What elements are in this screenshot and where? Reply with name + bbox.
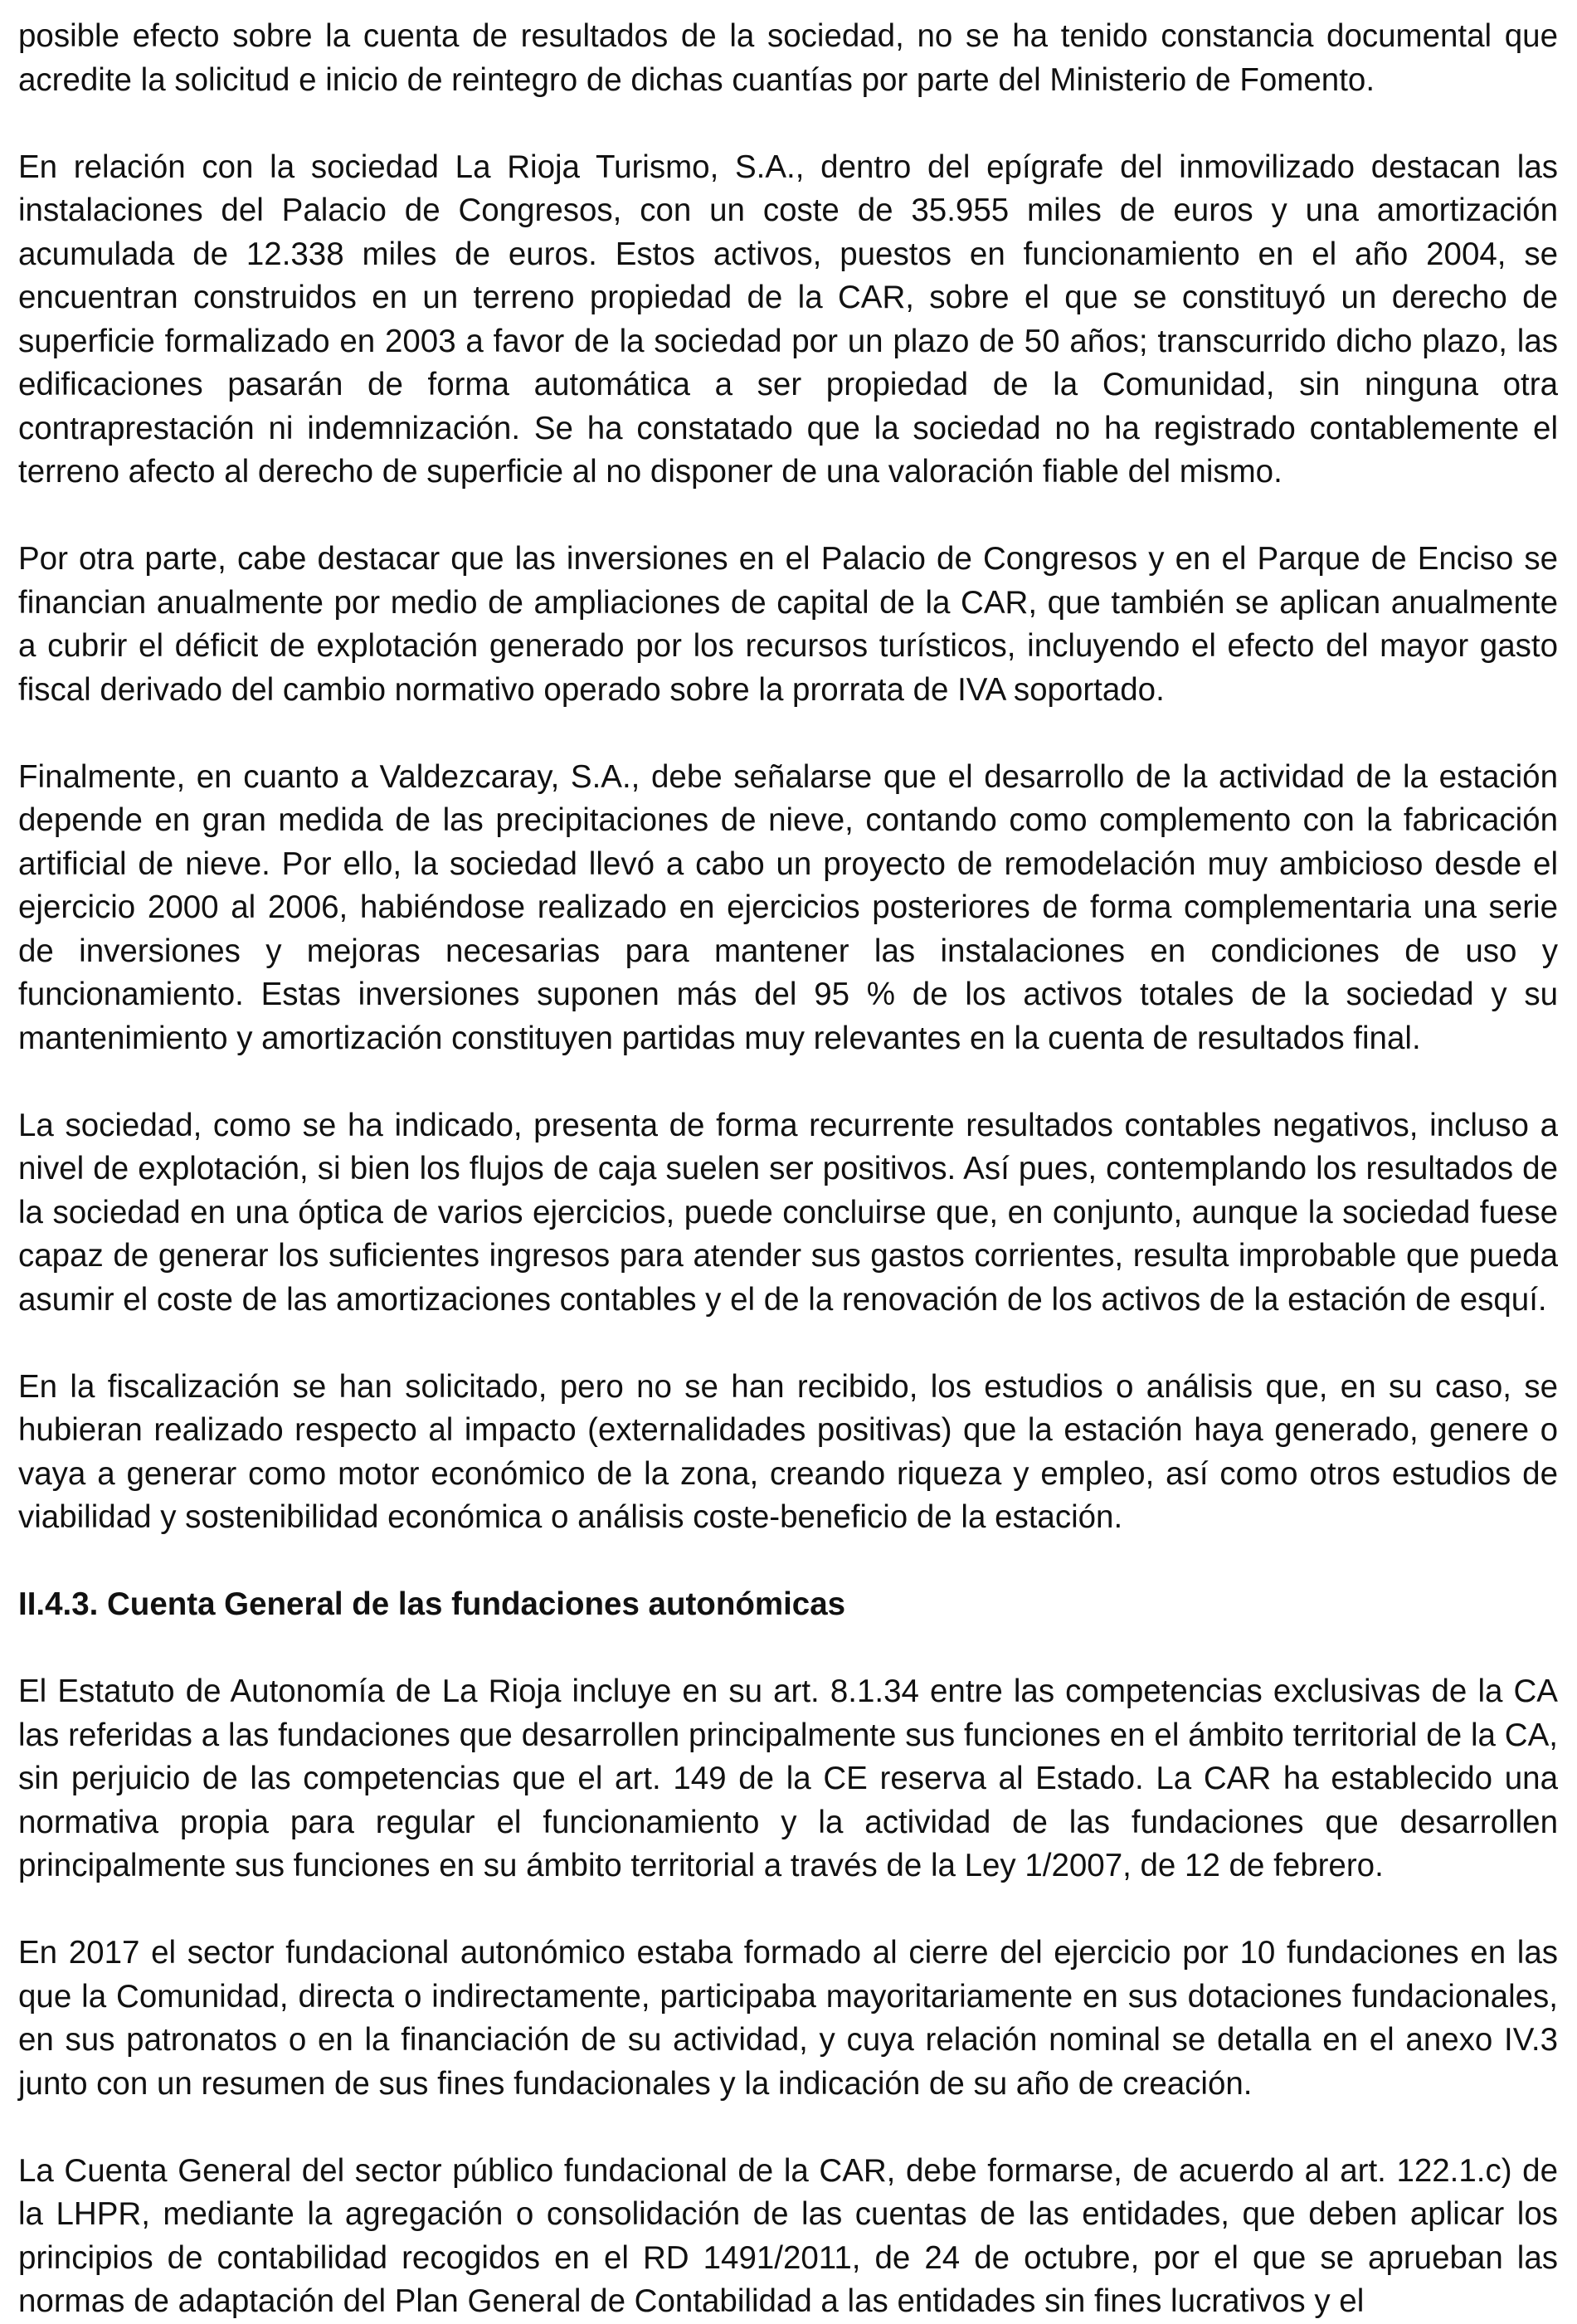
paragraph: La Cuenta General del sector público fundacional de la CAR, debe formarse, de acuerdo al art. 122.1.c) de la LHPR, mediante la agregación o consolidación de las cuentas de las entidades, que deben aplicar los principios de contabilidad recogidos en el RD 1491/2011, de 24 de octubre, por el que se aprueban las normas de adaptación del Plan General de Contabilidad a las entidades sin fines lucrativos y el [18, 2152, 1558, 2319]
document-page [18, 15, 1558, 2324]
paragraph: posible efecto sobre la cuenta de resultados de la sociedad, no se ha tenido constancia documental que acredite la solicitud e inicio de reintegro de dichas cuantías por parte del Ministerio de Fomento. [18, 18, 1558, 98]
paragraph: En la fiscalización se han solicitado, pero no se han recibido, los estudios o análisis que, en su caso, se hubieran realizado respecto al impacto (externalidades positivas) que la estación haya generado, genere o vaya a generar como motor económico de la zona, creando riqueza y empleo, así como otros estudios de viabilidad y sostenibilidad económica o análisis coste-beneficio de la estación. [18, 1368, 1558, 1535]
paragraph: El Estatuto de Autonomía de La Rioja incluye en su art. 8.1.34 entre las competencias exclusivas de la CA las referidas a las fundaciones que desarrollen principalmente sus funciones en el ámbito territorial de la CA, sin perjuicio de las competencias que el art. 149 de la CE reserva al Estado. La CAR ha establecido una normativa propia para regular el funcionamiento y la actividad de las fundaciones que desarrollen principalmente sus funciones en su ámbito territorial a través de la Ley 1/2007, de 12 de febrero. [18, 1674, 1558, 1883]
paragraph: En 2017 el sector fundacional autonómico estaba formado al cierre del ejercicio por 10 fundaciones en las que la Comunidad, directa o indirectamente, participaba mayoritariamente en sus dotaciones fundacionales, en sus patronatos o en la financiación de su actividad, y cuya relación nominal se detalla en el anexo IV.3 junto con un resumen de sus fines fundacionales y la indicación de su año de creación. [18, 1935, 1558, 2102]
paragraph: La sociedad, como se ha indicado, presenta de forma recurrente resultados contables negativos, incluso a nivel de explotación, si bien los flujos de caja suelen ser positivos. Así pues, contemplando los resultados de la sociedad en una óptica de varios ejercicios, puede concluirse que, en conjunto, aunque la sociedad fuese capaz de generar los suficientes ingresos para atender sus gastos corrientes, resulta improbable que pueda asumir el coste de las amortizaciones contables y el de la renovación de los activos de la estación de esquí. [18, 1107, 1558, 1318]
section-heading: II.4.3. Cuenta General de las fundaciones autonómicas [18, 1586, 846, 1622]
paragraph: Por otra parte, cabe destacar que las inversiones en el Palacio de Congresos y en el Parque de Enciso se financian anualmente por medio de ampliaciones de capital de la CAR, que también se aplican anualmente a cubrir el déficit de explotación generado por los recursos turísticos, incluyendo el efecto del mayor gasto fiscal derivado del cambio normativo operado sobre la prorrata de IVA soportado. [18, 541, 1558, 708]
paragraph: En relación con la sociedad La Rioja Turismo, S.A., dentro del epígrafe del inmovilizado destacan las instalaciones del Palacio de Congresos, con un coste de 35.955 miles de euros y una amortización acumulada de 12.338 miles de euros. Estos activos, puestos en funcionamiento en el año 2004, se encuentran construidos en un terreno propiedad de la CAR, sobre el que se constituyó un derecho de superficie formalizado en 2003 a favor de la sociedad por un plazo de 50 años; transcurrido dicho plazo, las edificaciones pasarán de forma automática a ser propiedad de la Comunidad, sin ninguna otra contraprestación ni indemnización. Se ha constatado que la sociedad no ha registrado contablemente el terreno afecto al derecho de superficie al no disponer de una valoración fiable del mismo. [18, 149, 1558, 490]
paragraph: Finalmente, en cuanto a Valdezcaray, S.A., debe señalarse que el desarrollo de la actividad de la estación depende en gran medida de las precipitaciones de nieve, contando como complemento con la fabricación artificial de nieve. Por ello, la sociedad llevó a cabo un proyecto de remodelación muy ambicioso desde el ejercicio 2000 al 2006, habiéndose realizado en ejercicios posteriores de forma complementaria una serie de inversiones y mejoras necesarias para mantener las instalaciones en condiciones de uso y funcionamiento. Estas inversiones suponen más del 95 % de los activos totales de la sociedad y su mantenimiento y amortización constituyen partidas muy relevantes en la cuenta de resultados final. [18, 758, 1558, 1056]
